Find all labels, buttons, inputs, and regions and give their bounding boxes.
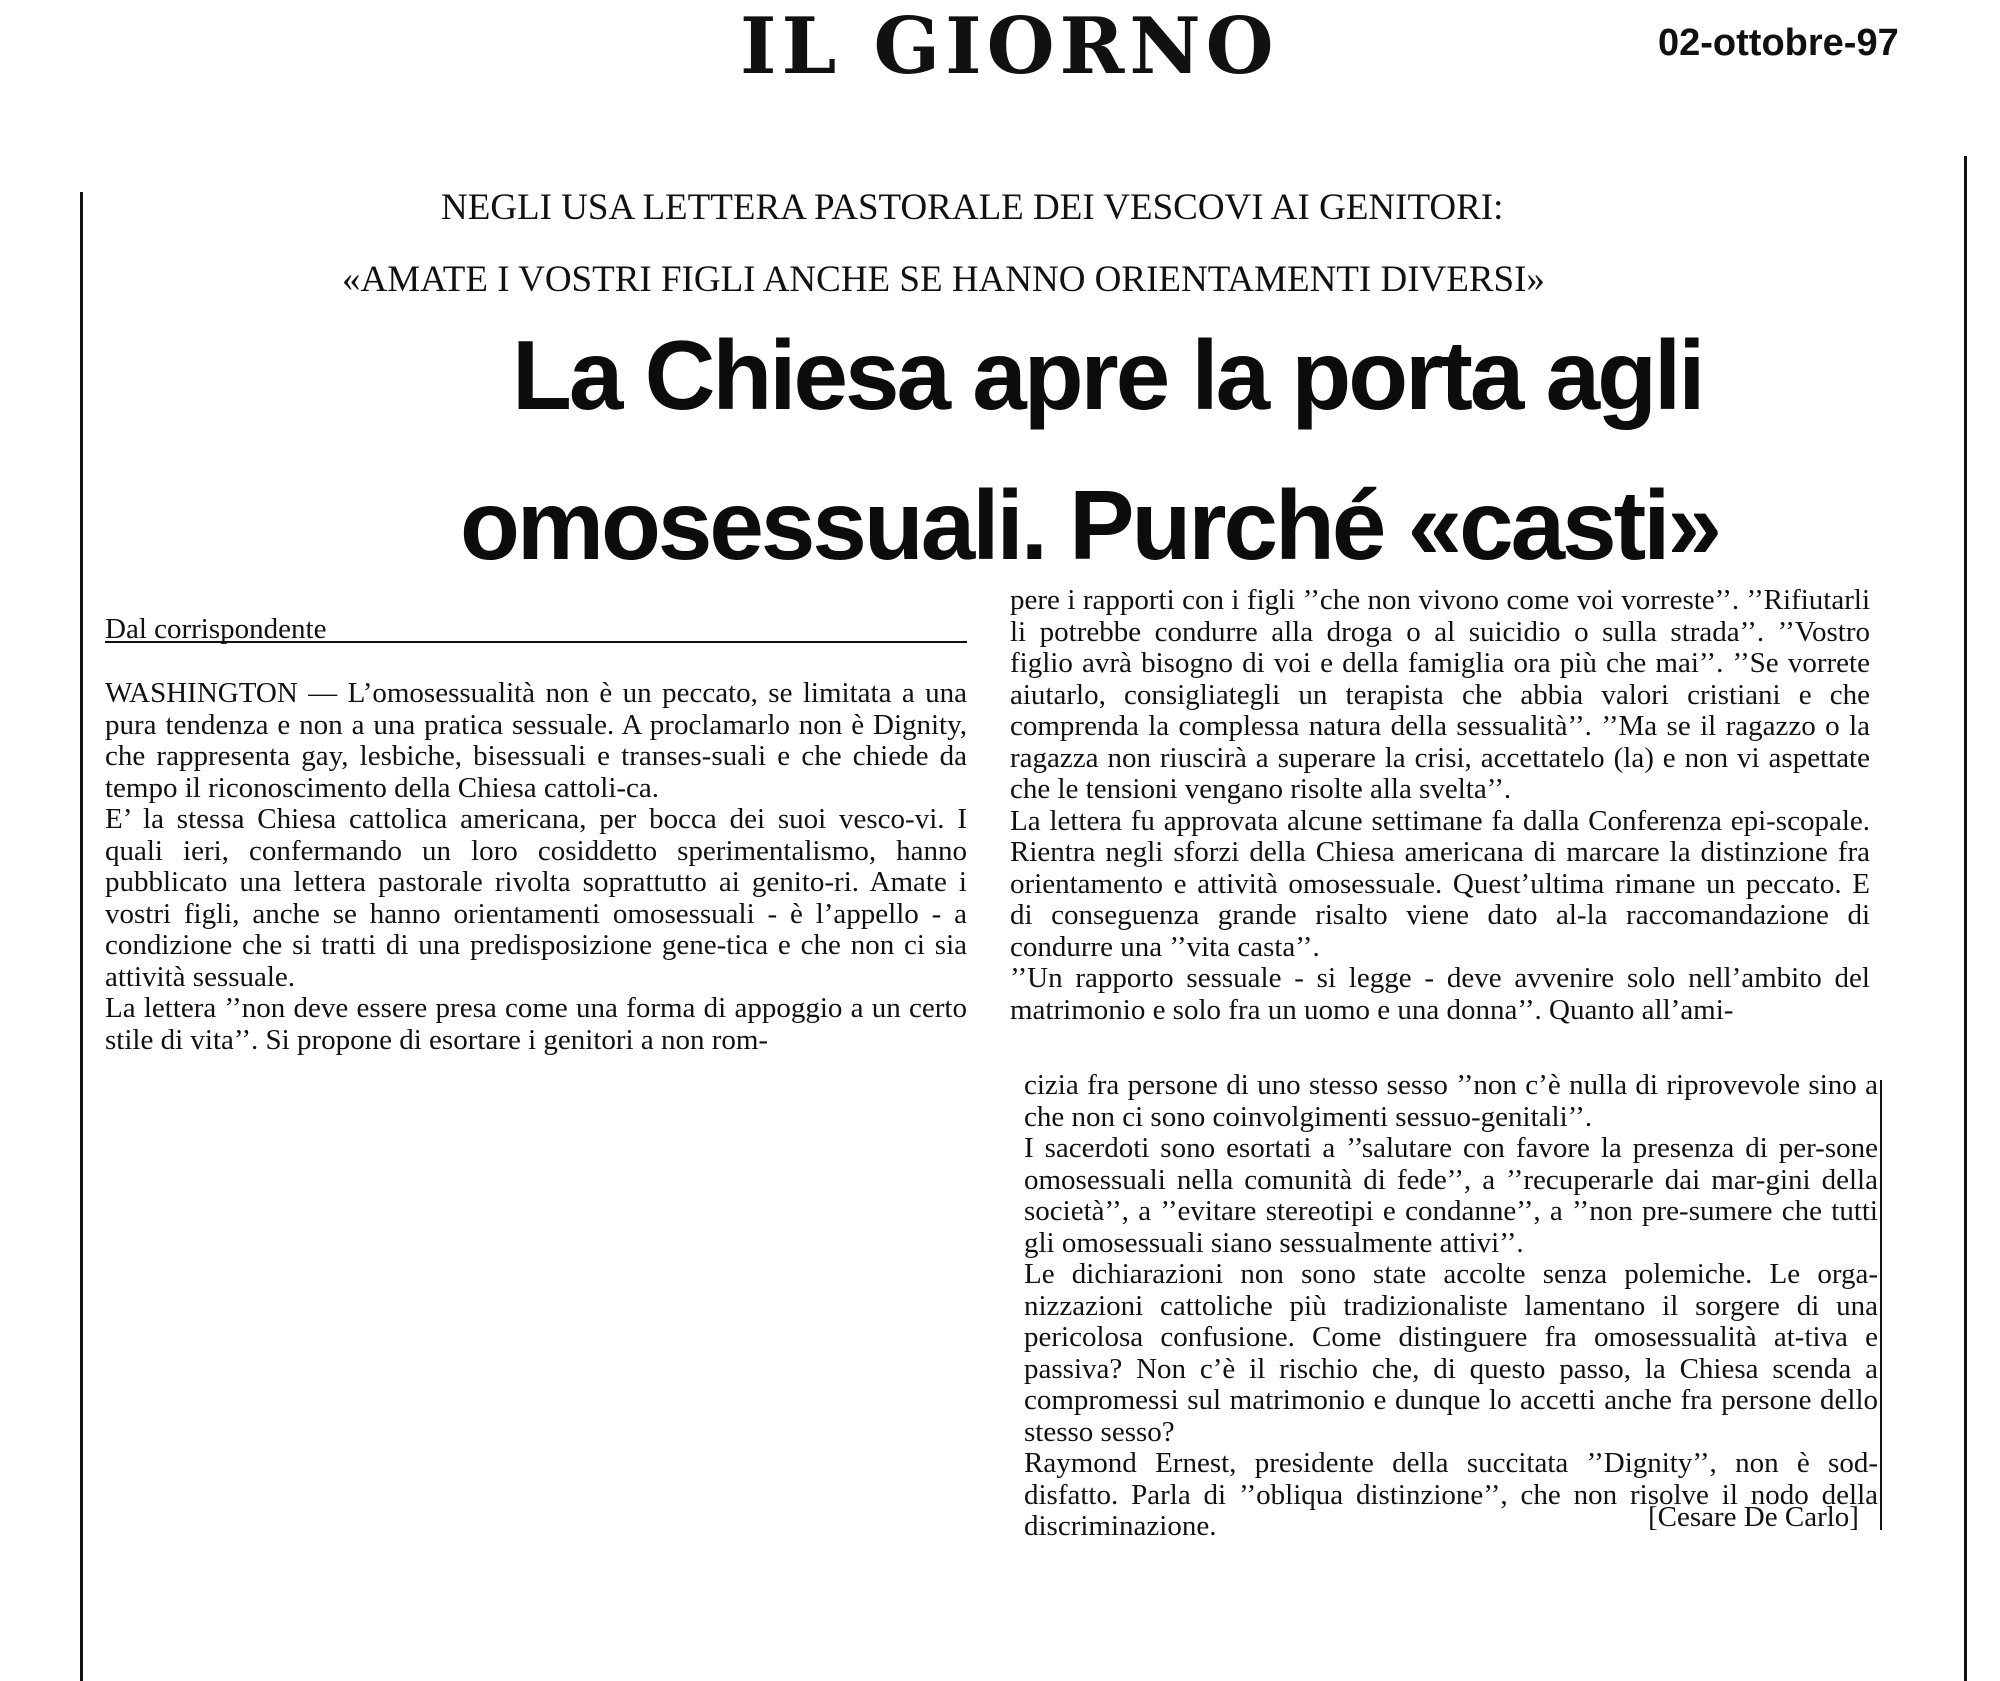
paragraph: I sacerdoti sono esortati a ’’salutare con favore la presenza di per-sone omosessuali nella comunità di fede’’, a ’’recuperarle dai mar-gini della società’’, a ’’evitare stereotipi e condanne’’, a ’’non pre-sumere che tutti gli omosessuali siano sessualmente attivi’’. bbox=[1024, 1132, 1878, 1259]
paragraph-text: L’omosessualità non è un peccato, se limitata a una pura tendenza e non a una pratica sessuale. A proclamarlo non è Dignity, che rappresenta gay, lesbiche, bisessuali e transes-suali e che chiede da tempo il riconoscimento della Chiesa cattoli-ca. bbox=[105, 677, 968, 804]
newspaper-masthead: IL GIORNO bbox=[740, 1, 1279, 92]
page-border-right bbox=[1964, 156, 1967, 1681]
paragraph: cizia fra persone di uno stesso sesso ’’non c’è nulla di riprovevole sino a che non ci sono coinvolgimenti sessuo-genitali’’. bbox=[1024, 1069, 1878, 1133]
byline: Dal corrispondente bbox=[105, 613, 327, 645]
paragraph: ’’Un rapporto sessuale - si legge - deve avvenire solo nell’ambito del matrimonio e solo fra un uomo e una donna’’. Quanto all’ami- bbox=[1010, 962, 1870, 1026]
kicker-line-2: «AMATE I VOSTRI FIGLI ANCHE SE HANNO ORIENTAMENTI DIVERSI» bbox=[342, 259, 1545, 300]
headline-line-1: La Chiesa apre la porta agli bbox=[512, 320, 1703, 430]
article-column-2 bbox=[1010, 585, 1870, 1026]
paragraph: E’ la stessa Chiesa cattolica americana, per bocca dei suoi vesco-vi. I quali ieri, confermando un loro cosiddetto sperimentalismo, hanno pubblicato una lettera pastorale rivolta soprattutto ai genito-ri. Amate i vostri figli, anche se hanno orientamenti omosessuali - è l’appello - a condizione che si tratti di una predisposizione gene-tica e che non ci sia attività sessuale. bbox=[105, 803, 967, 993]
article-column-3 bbox=[1024, 1070, 1878, 1543]
author-signature: [Cesare De Carlo] bbox=[1648, 1501, 1859, 1533]
paragraph: La lettera ’’non deve essere presa come una forma di appoggio a un certo stile di vita’’. Si propone di esortare i genitori a non rom- bbox=[105, 992, 967, 1056]
paragraph bbox=[105, 678, 967, 804]
headline-line-2: omosessuali. Purché «casti» bbox=[460, 470, 1719, 580]
paragraph: Raymond Ernest, presidente della succitata ’’Dignity’’, non è sod-disfatto. Parla di ’’obliqua distinzione’’, che non risolve il nodo della discriminazione. bbox=[1024, 1447, 1878, 1542]
paragraph: Le dichiarazioni non sono state accolte senza polemiche. Le orga-nizzazioni cattoliche più tradizionaliste lamentano il sorgere di una pericolosa confusione. Come distinguere fra omosessualità at-tiva e passiva? Non c’è il rischio che, di questo passo, la Chiesa scenda a compromessi sul matrimonio e dunque lo accetti anche fra persone dello stesso sesso? bbox=[1024, 1258, 1878, 1448]
dateline: WASHINGTON — bbox=[105, 677, 338, 709]
page-border-left bbox=[80, 192, 83, 1681]
paragraph: pere i rapporti con i figli ’’che non vivono come voi vorreste’’. ’’Rifiutarli li potrebbe condurre alla droga o al suicidio o sulla strada’’. ’’Vostro figlio avrà bisogno di voi e della famiglia ora più che mai’’. ’’Se vorrete aiutarlo, consigliategli un terapista che abbia valori cristiani e che comprenda la complessa natura della sessualità’’. ’’Ma se il ragazzo o la ragazza non riuscirà a superare la crisi, accettatelo (la) e non vi aspettate che le tensioni vengano risolte alla svelta’’. bbox=[1010, 584, 1870, 805]
paragraph: La lettera fu approvata alcune settimane fa dalla Conferenza epi-scopale. Rientra negli sforzi della Chiesa americana di marcare la distinzione fra orientamento e attività omosessuale. Quest’ultima rimane un peccato. E di conseguenza grande risalto viene dato al-la raccomandazione di condurre una ’’vita casta’’. bbox=[1010, 804, 1870, 963]
article-column-1 bbox=[105, 678, 967, 1056]
clipping-date: 02-ottobre-97 bbox=[1658, 22, 1899, 64]
signature-bracket-rule bbox=[1880, 1080, 1882, 1530]
kicker-line-1: NEGLI USA LETTERA PASTORALE DEI VESCOVI AI GENITORI: bbox=[441, 187, 1504, 228]
